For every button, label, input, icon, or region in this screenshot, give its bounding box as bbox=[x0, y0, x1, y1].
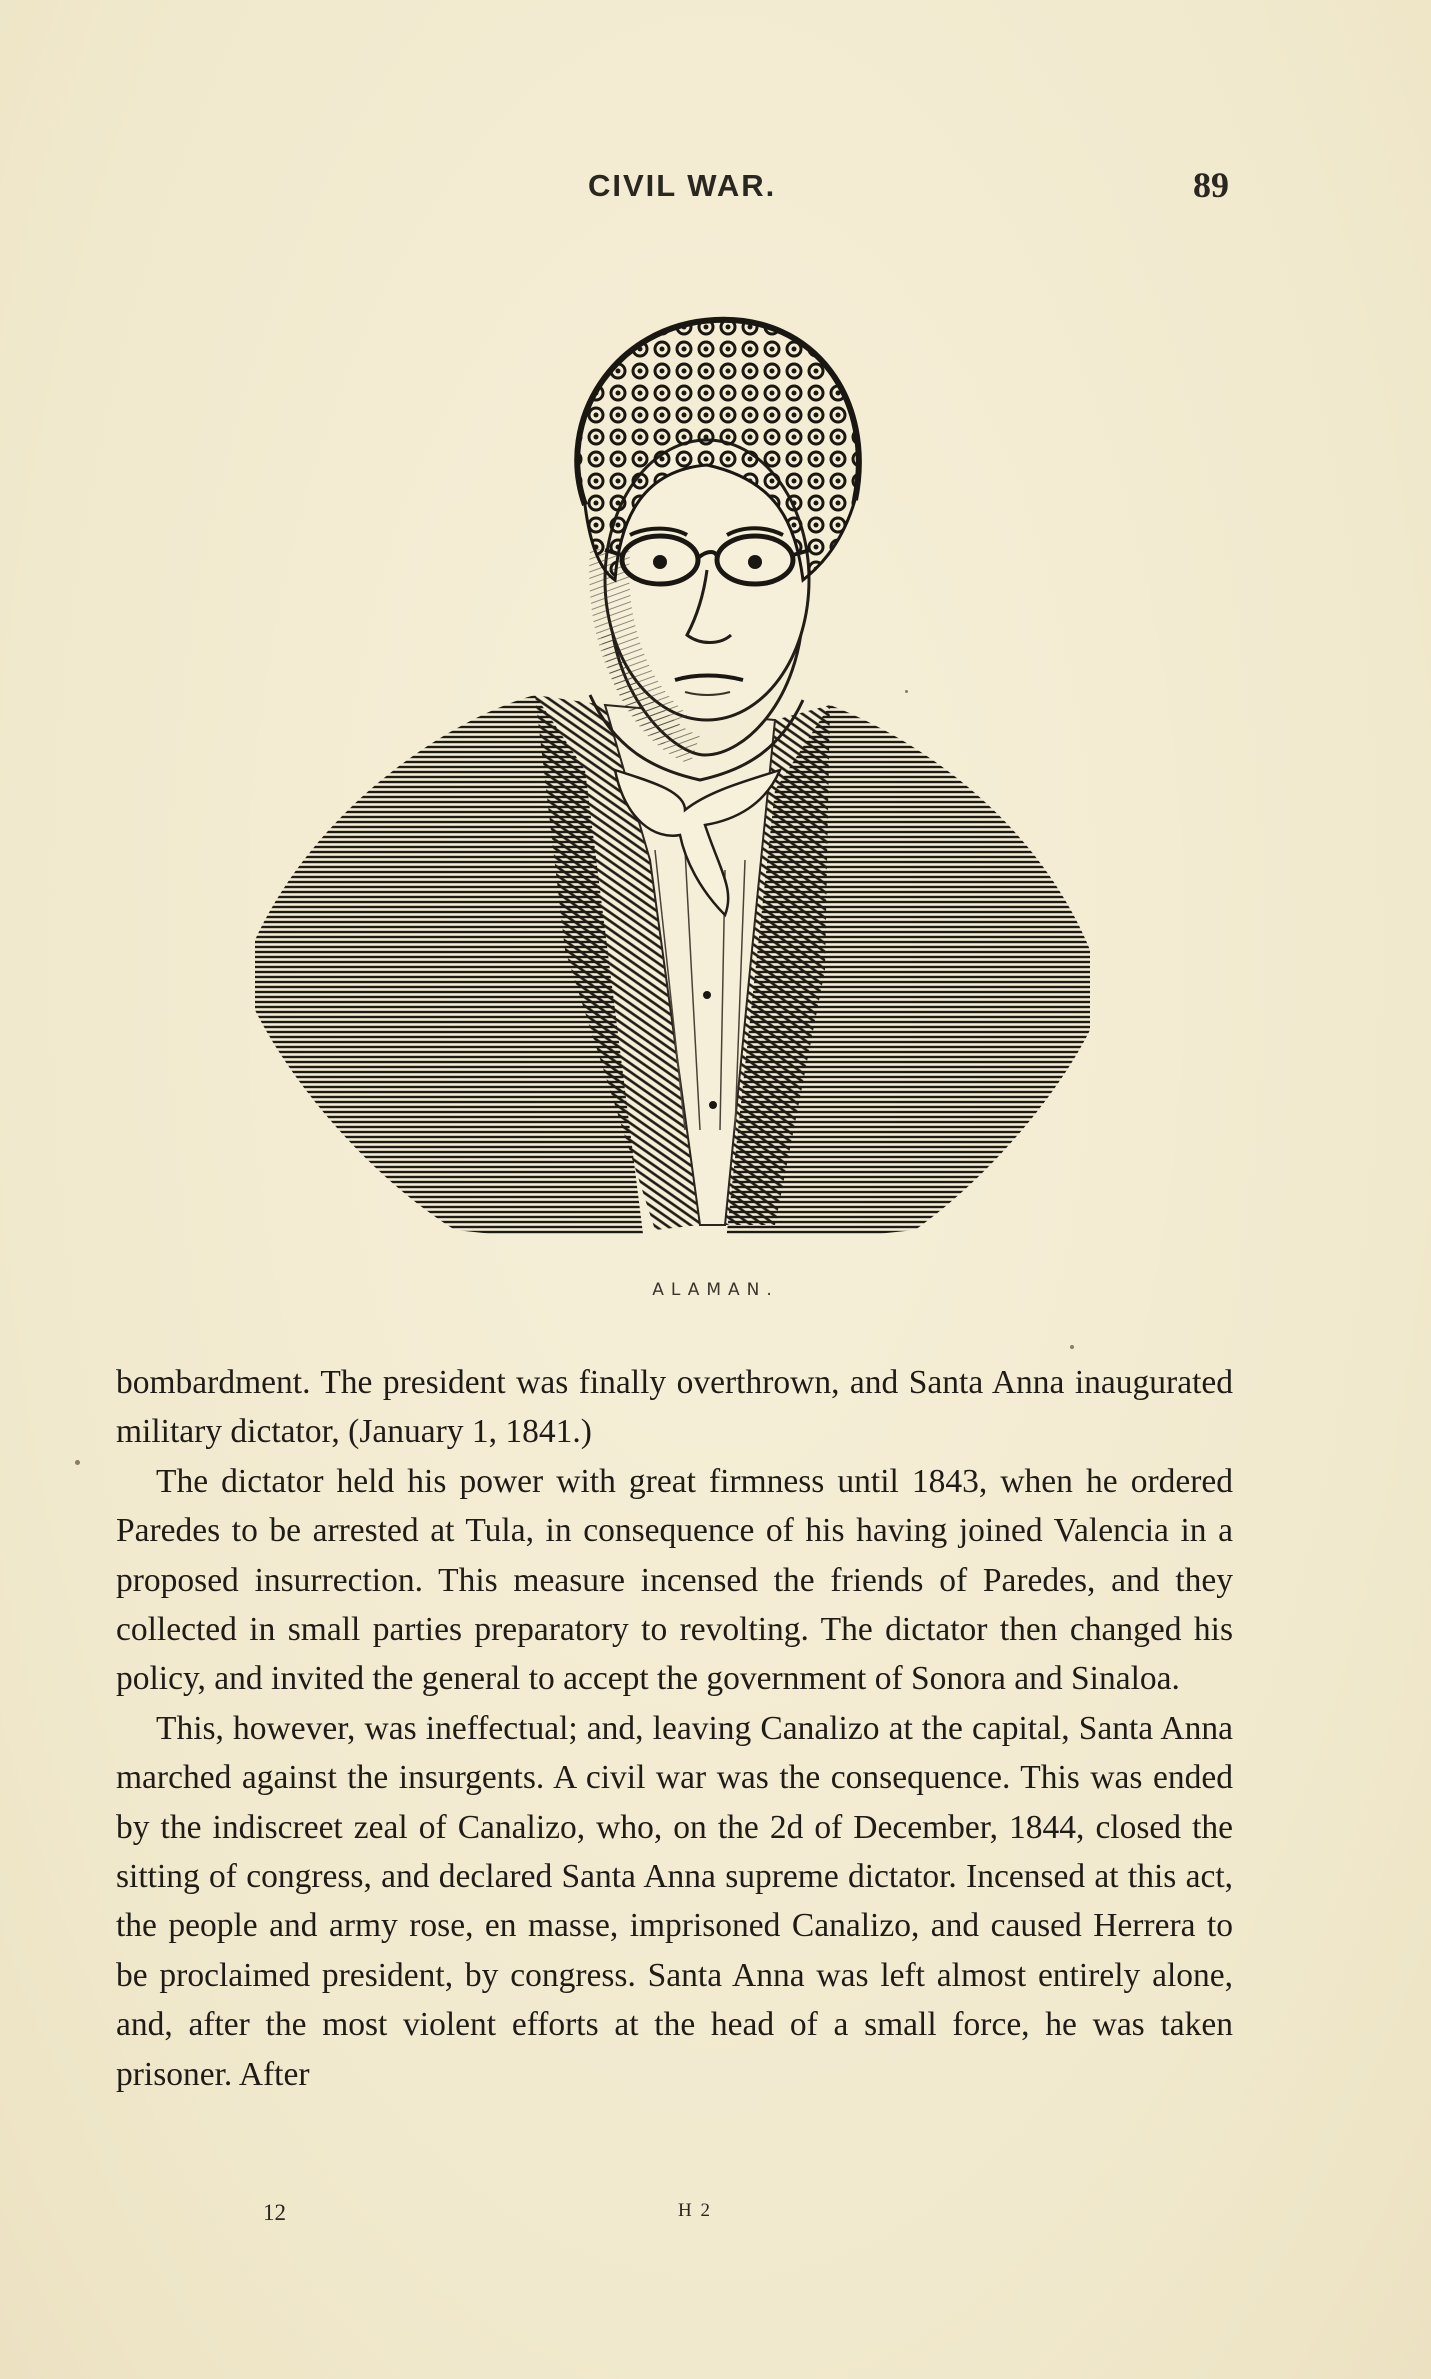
paragraph: The dictator held his power with great firmness until 1843, when he ordered Paredes to be arrested at Tula, in consequence of his having joined Valencia in a proposed insurrection. This measure incensed the friends of Paredes, and they collected in small parties preparatory to revolting. The dictator then changed his policy, and invited the general to accept the government of Sonora and Sinaloa. bbox=[116, 1462, 1233, 1698]
paper-speck bbox=[75, 1460, 80, 1465]
paragraph: This, however, was ineffectual; and, leaving Canalizo at the capital, Santa Anna marched against the insurgents. A civil war was the consequence. This was ended by the indiscreet zeal of Canalizo, who, on the 2d of December, 1844, closed the sitting of congress, and declared Santa Anna supreme dictator. Incensed at this act, the people and army rose, en masse, imprisoned Canalizo, and caused Herrera to be proclaimed president, by congress. Santa Anna was left almost entirely alone, and, after the most violent efforts at the head of a small force, he was taken prisoner. After bbox=[116, 1709, 1233, 2093]
paper-speck bbox=[905, 690, 908, 693]
paper-speck bbox=[1070, 1345, 1074, 1349]
running-head bbox=[0, 165, 1431, 208]
running-title: CIVIL WAR. bbox=[588, 168, 777, 203]
sheet-mark: H 2 bbox=[678, 2200, 712, 2221]
signature-mark: 12 bbox=[263, 2200, 286, 2225]
body-text bbox=[116, 1358, 1233, 2099]
page-number: 89 bbox=[1193, 165, 1229, 205]
portrait-engraving bbox=[255, 250, 1090, 1235]
paragraph: bombardment. The president was finally overthrown, and Santa Anna inaugurated military dictator, (January 1, 1841.) bbox=[116, 1364, 1233, 1451]
portrait-icon bbox=[255, 250, 1090, 1235]
figure-caption: ALAMAN. bbox=[652, 1280, 779, 1300]
page-footer bbox=[0, 2200, 1431, 2234]
